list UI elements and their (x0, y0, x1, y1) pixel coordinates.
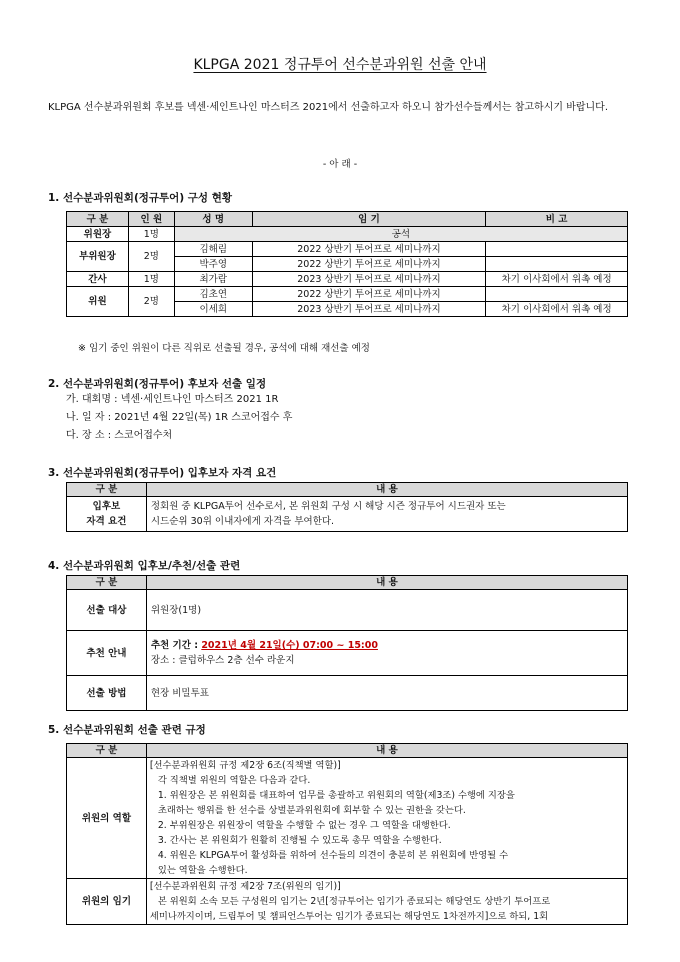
role-cell: 간사 (67, 272, 129, 287)
table-header-row (67, 744, 628, 758)
table-row (67, 758, 628, 879)
table-header-row (67, 483, 628, 497)
vacant-cell: 공석 (174, 227, 627, 242)
header-category: 구 분 (67, 212, 129, 227)
eligibility-content: 정회원 중 KLPGA투어 선수로서, 본 위원회 구성 시 해당 시즌 정규투어 시드권자 또는 시드순위 30위 이내자에게 자격을 부여한다. (146, 497, 627, 532)
section-5-table (66, 743, 628, 925)
count-cell: 2명 (128, 287, 174, 317)
period-prefix: 추천 기간 : (150, 640, 202, 651)
header-count: 인 원 (128, 212, 174, 227)
table-row (67, 272, 628, 287)
schedule-place: 다. 장 소 : 스코어접수처 (66, 430, 173, 441)
role-cell: 위원 (67, 287, 129, 317)
section-1-heading: 1. 선수분과위원회(정규투어) 구성 현황 (48, 192, 233, 204)
role-rule-label: 위원의 역할 (67, 758, 147, 879)
header-category: 구 분 (67, 576, 147, 590)
header-note: 비 고 (486, 212, 628, 227)
method-value: 현장 비밀투표 (146, 676, 627, 711)
table-row (67, 242, 628, 257)
term-rule-content: [선수분과위원회 규정 제2장 7조(위원의 임기)] 본 위원회 소속 모든 구성원의 임기는 2년[정규투어는 임기가 종료되는 해당연도 상반기 투어프로 세미나까지이며, 드림투어 및 챔피언스투어는 임기가 종료되는 해당연도 1차전까지]으로 하되, 1회 (146, 879, 627, 925)
section-2-heading: 2. 선수분과위원회(정규투어) 후보자 선출 일정 (48, 378, 267, 390)
target-value: 위원장(1명) (146, 590, 627, 631)
table-row (67, 631, 628, 676)
section-3-table (66, 482, 628, 532)
note-cell (486, 287, 628, 302)
term-cell: 2023 상반기 투어프로 세미나까지 (252, 302, 486, 317)
note-cell: 차기 이사회에서 위촉 예정 (486, 302, 628, 317)
recommend-place: 장소 : 클럽하우스 2층 선수 라운지 (150, 655, 295, 666)
intro-paragraph: KLPGA 선수분과위원회 후보를 넥센·세인트나인 마스터즈 2021에서 선출하고자 하오니 참가선수들께서는 참고하시기 바랍니다. (48, 102, 609, 113)
table-row (67, 497, 628, 532)
role-cell: 부위원장 (67, 242, 129, 272)
table-row (67, 590, 628, 631)
schedule-date: 나. 일 자 : 2021년 4월 22일(목) 1R 스코어접수 후 (66, 412, 293, 423)
name-cell: 최가람 (174, 272, 252, 287)
role-cell: 위원장 (67, 227, 129, 242)
schedule-list (66, 391, 292, 445)
header-content: 내 용 (146, 744, 627, 758)
header-term: 임 기 (252, 212, 486, 227)
section-1-table (66, 211, 628, 317)
header-category: 구 분 (67, 744, 147, 758)
table-header-row (67, 212, 628, 227)
center-note: - 아 래 - (322, 159, 358, 170)
table-header-row (67, 576, 628, 590)
term-cell: 2023 상반기 투어프로 세미나까지 (252, 272, 486, 287)
note-cell (486, 242, 628, 257)
header-name: 성 명 (174, 212, 252, 227)
section-1-footnote: ※ 임기 중인 위원이 다른 직위로 선출될 경우, 공석에 대해 재선출 예정 (78, 343, 370, 354)
header-category: 구 분 (67, 483, 147, 497)
name-cell: 김해림 (174, 242, 252, 257)
term-cell: 2022 상반기 투어프로 세미나까지 (252, 257, 486, 272)
name-cell: 박주영 (174, 257, 252, 272)
recommend-label: 추천 안내 (67, 631, 147, 676)
document-title: KLPGA 2021 정규투어 선수분과위원 선출 안내 (193, 57, 487, 73)
table-row (67, 879, 628, 925)
method-label: 선출 방법 (67, 676, 147, 711)
term-cell: 2022 상반기 투어프로 세미나까지 (252, 287, 486, 302)
note-cell (486, 257, 628, 272)
section-4-heading: 4. 선수분과위원회 입후보/추천/선출 관련 (48, 560, 241, 572)
count-cell: 1명 (128, 227, 174, 242)
note-cell: 차기 이사회에서 위촉 예정 (486, 272, 628, 287)
section-4-table (66, 575, 628, 711)
header-content: 내 용 (146, 483, 627, 497)
recommend-content (146, 631, 627, 676)
role-rule-content: [선수분과위원회 규정 제2장 6조(직책별 역할)] 각 직책별 위원의 역할은 다음과 같다. 1. 위원장은 본 위원회를 대표하여 업무를 총괄하고 위원회의 역할(제3조) 수행에 지장을 초래하는 행위를 한 선수를 상벌분과위원회에 회부할 수 있는 권한을 갖는다. 2. 부위원장은 위원장이 역할을 수행할 수 없는 경우 그 역할을 대행한다. 3. 간사는 본 위원회가 원활히 진행될 수 있도록 총무 역할을 수행한다. 4. 위원은 KLPGA투어 활성화를 위하여 선수들의 의견이 충분히 본 위원회에 반영될 수 있는 역할을 수행한다. (146, 758, 627, 879)
header-content: 내 용 (146, 576, 627, 590)
term-rule-label: 위원의 임기 (67, 879, 147, 925)
table-row (67, 676, 628, 711)
period-value: 2021년 4월 21일(수) 07:00 ~ 15:00 (201, 640, 378, 651)
schedule-event: 가. 대회명 : 넥센·세인트나인 마스터즈 2021 1R (66, 394, 279, 405)
count-cell: 2명 (128, 242, 174, 272)
name-cell: 김초연 (174, 287, 252, 302)
table-row (67, 287, 628, 302)
table-row (67, 227, 628, 242)
eligibility-label: 입후보 자격 요건 (67, 497, 147, 532)
target-label: 선출 대상 (67, 590, 147, 631)
term-cell: 2022 상반기 투어프로 세미나까지 (252, 242, 486, 257)
count-cell: 1명 (128, 272, 174, 287)
name-cell: 이세희 (174, 302, 252, 317)
section-3-heading: 3. 선수분과위원회(정규투어) 입후보자 자격 요건 (48, 467, 277, 479)
section-5-heading: 5. 선수분과위원회 선출 관련 규정 (48, 724, 206, 736)
